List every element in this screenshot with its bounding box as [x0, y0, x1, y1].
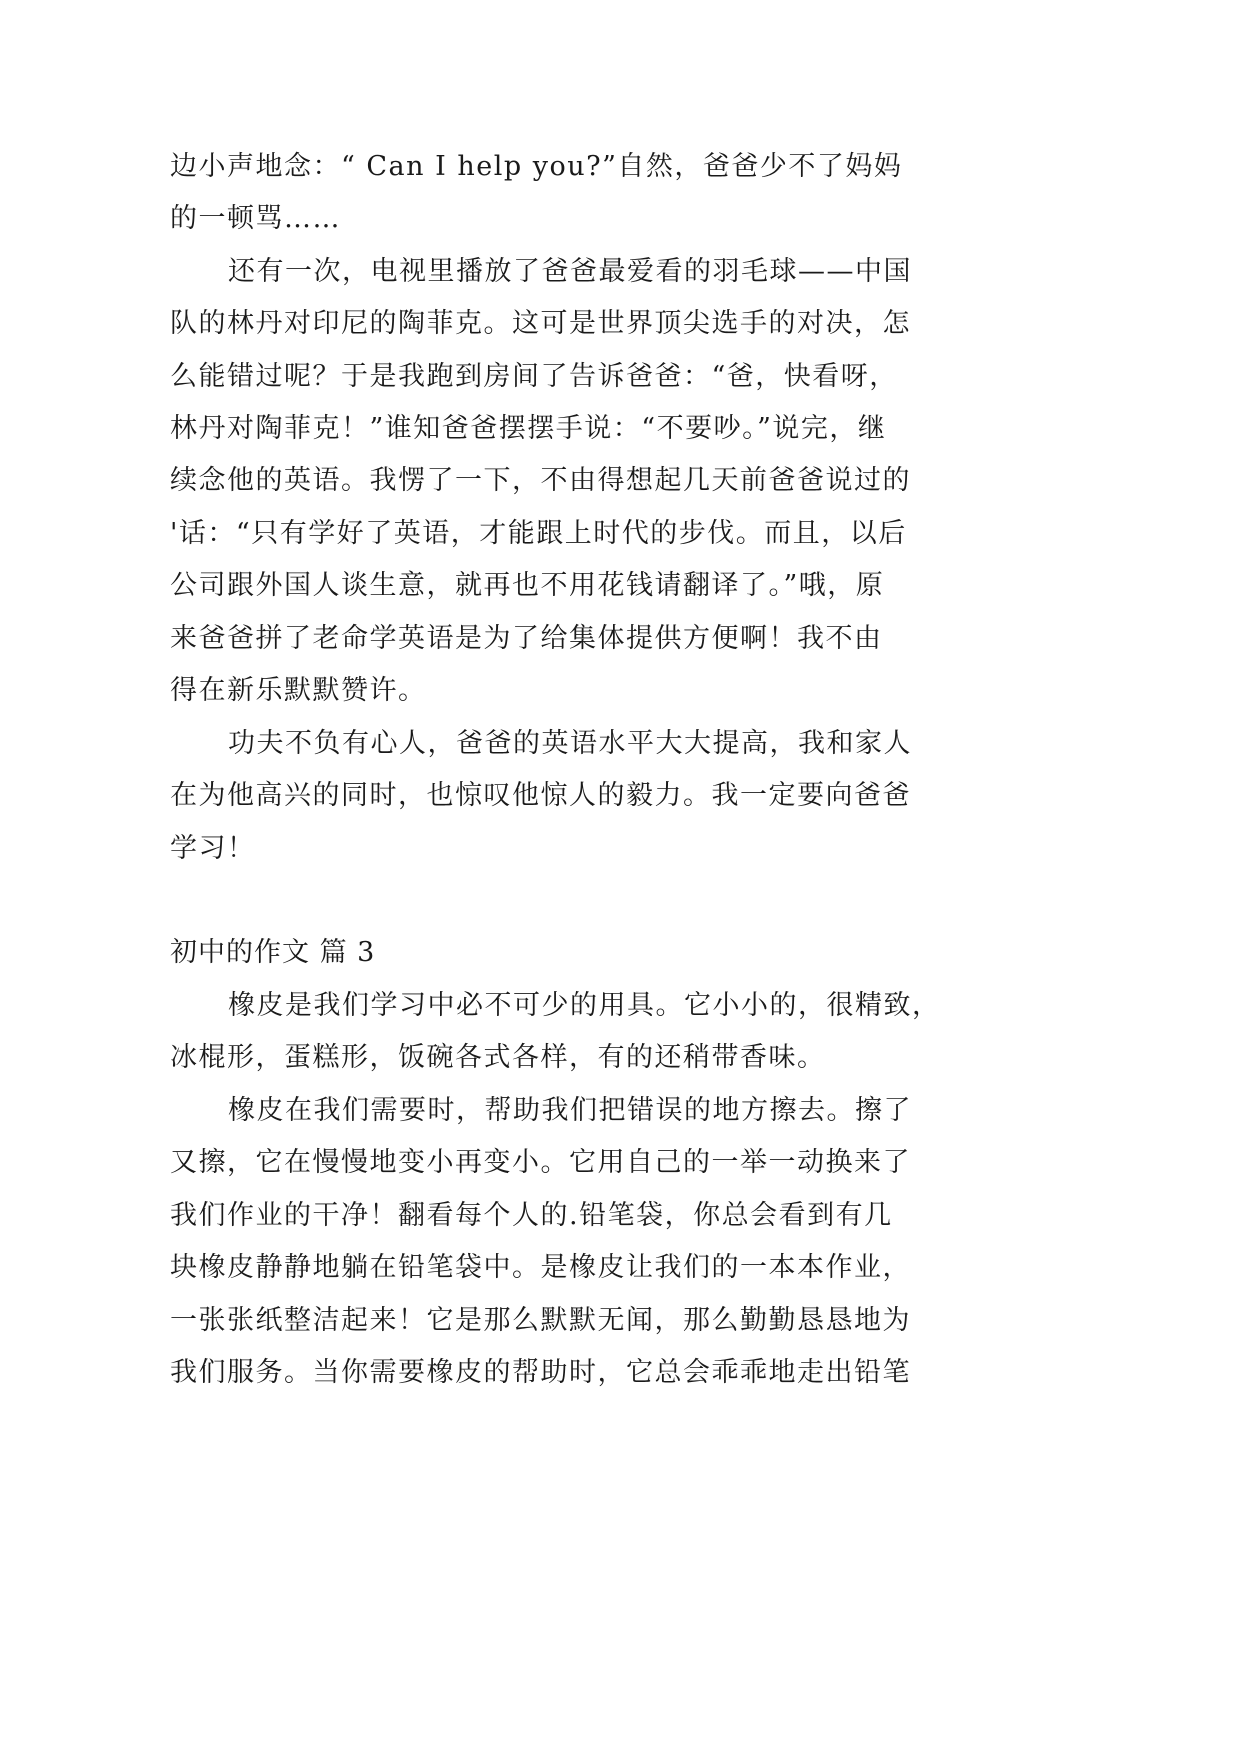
text-line: 么能错过呢？于是我跑到房间了告诉爸爸：“爸，快看呀，	[170, 361, 898, 392]
text-line: 得在新乐默默赞许。	[170, 675, 427, 706]
text-line: 一张张纸整洁起来！它是那么默默无闻，那么勤勤恳恳地为	[170, 1305, 911, 1336]
text-line: 我们作业的干净！翻看每个人的.铅笔袋，你总会看到有几	[170, 1200, 893, 1231]
text-line: 又擦，它在慢慢地变小再变小。它用自己的一举一动换来了	[170, 1147, 911, 1178]
section-heading: 初中的作文 篇 3	[170, 937, 376, 968]
text-line: 边小声地念：“ Can I help you?”自然，爸爸少不了妈妈	[170, 151, 903, 182]
text-line: 续念他的英语。我愣了一下，不由得想起几天前爸爸说过的	[170, 465, 911, 496]
text-line: 来爸爸拼了老命学英语是为了给集体提供方便啊！我不由	[170, 623, 883, 654]
text-line: 冰棍形，蛋糕形，饭碗各式各样，有的还稍带香味。	[170, 1042, 826, 1073]
text-line: 在为他高兴的同时，也惊叹他惊人的毅力。我一定要向爸爸	[170, 780, 911, 811]
paragraph-first-line: 功夫不负有心人，爸爸的英语水平大大提高，我和家人	[228, 728, 912, 759]
text-line: 的一顿骂……	[170, 203, 341, 234]
paragraph-first-line: 橡皮在我们需要时，帮助我们把错误的地方擦去。擦了	[228, 1095, 912, 1126]
text-line: 块橡皮静静地躺在铅笔袋中。是橡皮让我们的一本本作业，	[170, 1252, 911, 1283]
text-line: 公司跟外国人谈生意，就再也不用花钱请翻译了。”哦，原	[170, 570, 885, 601]
text-line: 我们服务。当你需要橡皮的帮助时，它总会乖乖地走出铅笔	[170, 1357, 911, 1388]
text-line: 学习！	[170, 833, 256, 864]
text-line: 队的林丹对印尼的陶菲克。这可是世界顶尖选手的对决，怎	[170, 308, 911, 339]
paragraph-first-line: 还有一次，电视里播放了爸爸最爱看的羽毛球——中国	[228, 256, 912, 287]
text-line: '话：“只有学好了英语，才能跟上时代的步伐。而且，以后	[170, 518, 907, 549]
paragraph-first-line: 橡皮是我们学习中必不可少的用具。它小小的，很精致，	[228, 990, 941, 1021]
text-line: 林丹对陶菲克！”谁知爸爸摆摆手说：“不要吵。”说完，继	[170, 413, 887, 444]
